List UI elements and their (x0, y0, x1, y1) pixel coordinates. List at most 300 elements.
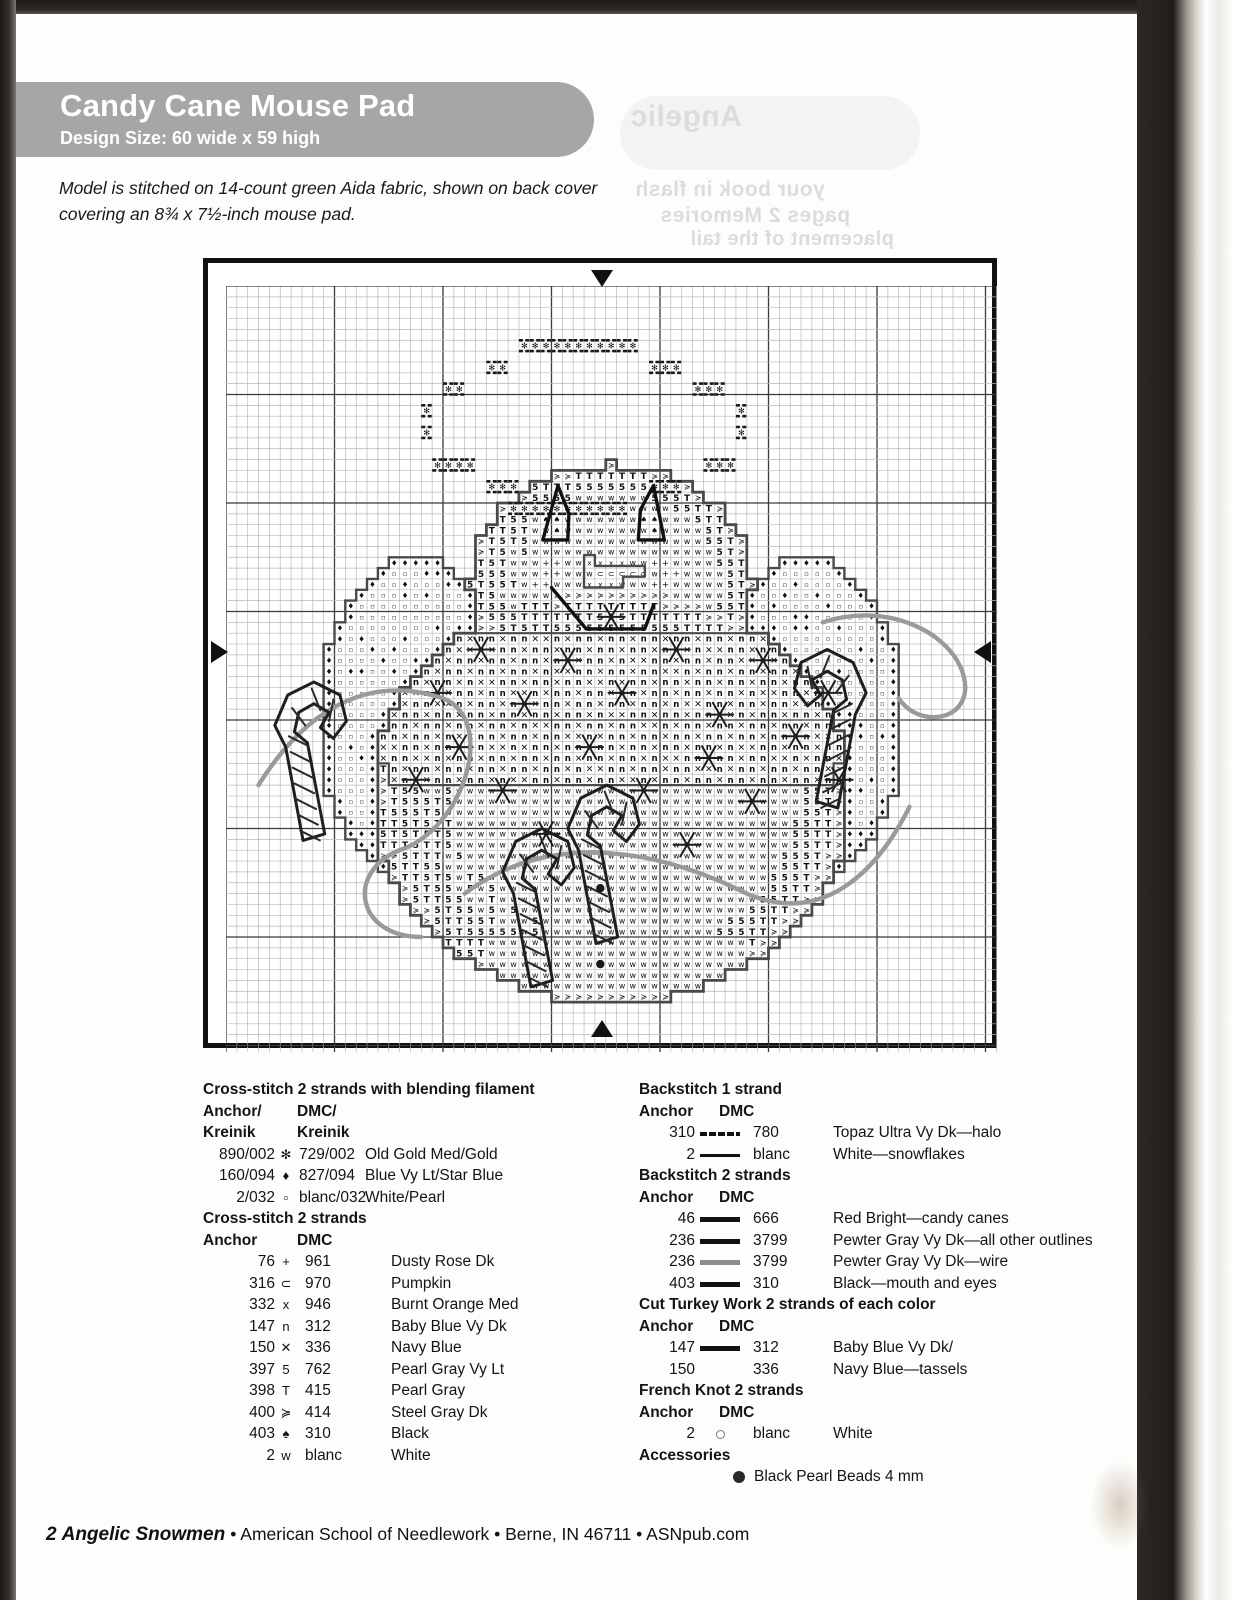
svg-text:♦: ♦ (846, 742, 854, 752)
svg-text:✕: ✕ (531, 720, 540, 732)
svg-text:5: 5 (521, 515, 528, 526)
svg-text:5: 5 (445, 841, 452, 852)
svg-text:▫: ▫ (880, 689, 885, 698)
svg-text:w: w (640, 981, 647, 991)
legend-anchor-value: 403 (249, 1425, 275, 1442)
svg-text:5: 5 (738, 927, 745, 938)
svg-text:✻: ✻ (520, 503, 528, 514)
svg-text:w: w (477, 786, 485, 796)
svg-text:w: w (510, 873, 517, 883)
svg-text:n: n (781, 688, 788, 699)
svg-text:w: w (575, 515, 582, 525)
svg-text:✕: ✕ (455, 644, 464, 656)
svg-text:♦: ♦ (748, 623, 756, 633)
svg-text:n: n (781, 667, 788, 678)
svg-text:≽: ≽ (683, 482, 691, 492)
svg-text:n: n (694, 678, 702, 689)
svg-text:5: 5 (466, 949, 474, 960)
svg-text:w: w (532, 873, 539, 883)
svg-text:♦: ♦ (325, 721, 333, 731)
svg-text:n: n (727, 688, 734, 699)
svg-text:≽: ≽ (781, 927, 789, 937)
svg-text:♦: ♦ (369, 797, 376, 807)
svg-text:w: w (694, 569, 702, 579)
svg-text:✕: ✕ (759, 688, 767, 700)
svg-text:♦: ♦ (770, 634, 778, 644)
svg-text:✕: ✕ (770, 688, 778, 700)
svg-text:w: w (607, 536, 615, 546)
svg-text:T: T (542, 613, 550, 624)
svg-text:▫: ▫ (869, 786, 874, 795)
legend-line-symbol (695, 1230, 745, 1252)
svg-text:✕: ✕ (726, 633, 735, 645)
svg-text:w: w (607, 818, 615, 828)
legend-color-name: Baby Blue Vy Dk (391, 1317, 507, 1335)
svg-text:w: w (716, 786, 723, 796)
svg-text:▫: ▫ (359, 743, 364, 752)
svg-text:5: 5 (510, 927, 517, 938)
svg-text:w: w (662, 786, 669, 796)
svg-text:✕: ✕ (704, 753, 713, 765)
svg-text:w: w (553, 547, 561, 557)
svg-text:♦: ♦ (803, 623, 810, 633)
legend-anchor-value: 332 (249, 1296, 275, 1313)
svg-text:▫: ▫ (771, 613, 777, 622)
svg-text:w: w (575, 905, 582, 915)
svg-text:▫: ▫ (381, 645, 386, 654)
svg-text:n: n (456, 656, 463, 667)
svg-text:✕: ✕ (780, 774, 789, 786)
svg-text:n: n (640, 634, 647, 645)
svg-text:w: w (597, 970, 604, 980)
svg-text:▫: ▫ (337, 700, 343, 709)
svg-text:✻: ✻ (434, 459, 442, 470)
svg-text:✻: ✻ (618, 503, 626, 514)
svg-text:w: w (564, 862, 571, 872)
svg-text:w: w (553, 873, 561, 883)
svg-text:♦: ♦ (857, 731, 865, 741)
svg-text:▫: ▫ (771, 591, 777, 600)
svg-text:n: n (477, 699, 485, 710)
svg-text:w: w (683, 959, 691, 969)
svg-text:w: w (749, 829, 756, 839)
svg-text:w: w (618, 536, 626, 546)
legend-dmc-value: 762 (305, 1360, 331, 1378)
svg-text:♦: ♦ (857, 840, 865, 850)
svg-text:n: n (532, 754, 539, 765)
svg-text:T: T (586, 613, 593, 624)
svg-text:w: w (694, 905, 702, 915)
svg-text:T: T (825, 830, 832, 841)
svg-text:✻: ✻ (444, 459, 452, 470)
svg-text:✕: ✕ (444, 655, 453, 667)
svg-text:n: n (401, 743, 409, 754)
svg-text:T: T (629, 602, 636, 613)
title-banner-text (60, 88, 600, 150)
svg-text:n: n (597, 656, 604, 667)
svg-text:w: w (792, 786, 799, 796)
svg-text:w: w (521, 558, 528, 568)
svg-text:✻: ✻ (618, 340, 626, 351)
svg-text:▫: ▫ (413, 635, 419, 643)
svg-text:✕: ✕ (422, 742, 431, 754)
svg-text:♦: ♦ (889, 786, 897, 796)
svg-text:T: T (825, 819, 832, 830)
svg-text:✕: ✕ (542, 655, 550, 667)
svg-text:n: n (488, 754, 495, 765)
legend-color-name: Pumpkin (391, 1274, 452, 1292)
svg-text:w: w (694, 536, 702, 546)
svg-text:w: w (749, 862, 756, 872)
svg-text:♦: ♦ (889, 764, 897, 774)
svg-text:n: n (488, 688, 495, 699)
svg-text:w: w (705, 949, 713, 959)
svg-text:w: w (629, 840, 637, 850)
svg-text:n: n (597, 775, 604, 786)
svg-text:T: T (575, 472, 582, 483)
svg-text:w: w (532, 894, 539, 904)
svg-text:n: n (618, 699, 626, 710)
legend-symbol: ✕ (280, 1340, 292, 1355)
legend-color-name: Pearl Gray (391, 1382, 466, 1399)
svg-text:w: w (553, 949, 561, 959)
svg-text:n: n (434, 688, 441, 699)
legend-anchor-value: 147 (249, 1317, 275, 1335)
svg-text:T: T (423, 808, 430, 819)
svg-text:w: w (673, 851, 680, 861)
svg-text:T: T (586, 472, 593, 483)
svg-text:w: w (564, 797, 571, 807)
svg-text:n: n (597, 645, 604, 656)
svg-text:w: w (629, 851, 637, 861)
legend-dmc-value: 336 (305, 1339, 331, 1356)
svg-text:✕: ✕ (498, 764, 507, 776)
svg-text:♦: ♦ (434, 645, 441, 655)
svg-text:5: 5 (466, 906, 474, 917)
svg-text:✻: ✻ (423, 427, 431, 438)
legend-row (639, 1423, 1109, 1445)
svg-text:w: w (586, 569, 593, 579)
svg-text:5: 5 (445, 786, 452, 797)
svg-text:♦: ♦ (466, 601, 474, 611)
svg-text:w: w (586, 894, 593, 904)
svg-text:5: 5 (445, 927, 452, 938)
svg-text:w: w (564, 547, 571, 557)
svg-text:w: w (673, 808, 680, 818)
svg-text:♦: ♦ (868, 818, 875, 828)
svg-text:T: T (564, 482, 571, 493)
svg-text:▫: ▫ (413, 580, 419, 589)
svg-text:♦: ♦ (835, 710, 843, 720)
svg-text:n: n (434, 656, 441, 667)
svg-text:✻: ✻ (423, 405, 431, 416)
svg-text:✕: ✕ (390, 774, 399, 786)
svg-text:▫: ▫ (869, 635, 874, 643)
svg-text:5: 5 (716, 548, 723, 559)
svg-text:≽: ≽ (390, 851, 398, 861)
svg-text:w: w (607, 851, 615, 861)
svg-text:♦: ♦ (390, 688, 398, 698)
svg-text:n: n (770, 743, 777, 754)
svg-text:w: w (618, 786, 626, 796)
show-through-banner-ghost (620, 96, 920, 170)
svg-text:5: 5 (803, 851, 810, 862)
svg-text:♦: ♦ (857, 721, 865, 731)
svg-text:✕: ✕ (487, 709, 496, 721)
svg-text:w: w (629, 829, 637, 839)
svg-text:w: w (553, 981, 561, 991)
svg-text:5: 5 (640, 624, 647, 635)
svg-text:n: n (716, 732, 723, 743)
svg-text:♦: ♦ (857, 590, 865, 600)
svg-text:w: w (532, 808, 539, 818)
legend-anchor-value: 316 (249, 1274, 275, 1292)
svg-text:⊂: ⊂ (629, 568, 637, 579)
svg-text:w: w (749, 808, 756, 818)
svg-text:▫: ▫ (435, 591, 440, 600)
svg-text:≽: ≽ (379, 851, 387, 861)
svg-text:✕: ✕ (704, 644, 713, 656)
svg-text:5: 5 (662, 624, 669, 635)
svg-text:w: w (683, 818, 691, 828)
svg-text:♦: ♦ (792, 612, 799, 622)
svg-text:✻: ✻ (661, 481, 669, 492)
svg-text:n: n (477, 667, 485, 678)
svg-text:≽: ≽ (553, 992, 561, 1002)
legend-symbol: ⊂ (280, 1275, 292, 1291)
svg-text:▫: ▫ (825, 613, 831, 622)
svg-text:n: n (749, 732, 756, 743)
svg-text:w: w (575, 786, 582, 796)
svg-text:n: n (673, 732, 680, 743)
svg-text:n: n (651, 667, 658, 678)
svg-text:w: w (673, 840, 680, 850)
svg-text:≽: ≽ (564, 591, 572, 601)
svg-text:w: w (749, 840, 756, 850)
svg-text:T: T (684, 613, 691, 624)
svg-text:w: w (770, 818, 778, 828)
page-footer (46, 1524, 1046, 1546)
svg-text:w: w (694, 797, 702, 807)
svg-text:✕: ✕ (639, 753, 648, 765)
svg-text:▫: ▫ (858, 678, 863, 687)
svg-text:w: w (673, 949, 680, 959)
svg-text:▫: ▫ (359, 602, 364, 611)
svg-text:w: w (607, 547, 615, 557)
svg-text:n: n (564, 743, 571, 754)
svg-text:▫: ▫ (391, 624, 397, 633)
svg-text:w: w (694, 829, 702, 839)
svg-text:▫: ▫ (413, 624, 419, 633)
svg-text:♦: ♦ (879, 797, 886, 807)
svg-text:♦: ♦ (455, 580, 463, 590)
svg-text:✕: ✕ (531, 699, 540, 711)
svg-text:n: n (597, 721, 604, 732)
svg-text:w: w (727, 851, 734, 861)
svg-text:n: n (618, 721, 626, 732)
svg-text:✕: ✕ (585, 677, 594, 689)
svg-text:n: n (488, 656, 495, 667)
svg-text:w: w (521, 959, 528, 969)
svg-text:w: w (532, 558, 539, 568)
legend-dmc-value: blanc (305, 1446, 343, 1464)
svg-text:w: w (716, 949, 723, 959)
svg-text:✕: ✕ (759, 764, 767, 776)
svg-text:n: n (781, 699, 788, 710)
svg-text:≽: ≽ (835, 829, 843, 839)
svg-text:T: T (521, 613, 528, 624)
svg-text:w: w (445, 808, 452, 818)
svg-text:n: n (749, 688, 756, 699)
svg-text:♦: ♦ (412, 558, 420, 568)
svg-text:T: T (380, 765, 387, 776)
svg-text:▫: ▫ (815, 580, 820, 589)
svg-text:5: 5 (499, 537, 506, 548)
svg-text:w: w (564, 525, 571, 535)
svg-text:✕: ✕ (737, 753, 746, 765)
svg-text:w: w (673, 883, 680, 893)
svg-text:≽: ≽ (738, 536, 745, 546)
svg-text:▫: ▫ (424, 624, 429, 633)
svg-text:≽: ≽ (738, 547, 745, 557)
svg-text:▫: ▫ (847, 667, 853, 676)
svg-text:w: w (575, 536, 582, 546)
svg-text:5: 5 (391, 862, 398, 873)
svg-text:w: w (510, 840, 517, 850)
svg-text:≽: ≽ (738, 612, 745, 622)
svg-text:▫: ▫ (858, 754, 863, 763)
svg-text:♦: ♦ (781, 645, 789, 655)
svg-text:w: w (727, 818, 734, 828)
svg-text:≽: ≽ (748, 949, 756, 959)
svg-text:n: n (456, 721, 463, 732)
svg-text:w: w (716, 591, 723, 601)
svg-text:w: w (532, 797, 539, 807)
svg-text:≽: ≽ (607, 460, 615, 470)
svg-text:≽: ≽ (781, 916, 789, 926)
svg-text:▫: ▫ (880, 776, 885, 785)
svg-text:T: T (434, 895, 441, 906)
svg-text:▫: ▫ (402, 624, 408, 633)
svg-text:▫: ▫ (435, 580, 440, 589)
svg-text:T: T (434, 819, 441, 830)
legend-knot-headers (639, 1402, 1109, 1424)
svg-text:✻: ✻ (607, 503, 615, 514)
svg-text:n: n (673, 743, 680, 754)
svg-text:n: n (510, 634, 517, 645)
svg-text:w: w (662, 883, 669, 893)
svg-text:≽: ≽ (759, 949, 767, 959)
svg-text:w: w (586, 808, 593, 818)
svg-text:w: w (694, 949, 702, 959)
svg-text:n: n (738, 699, 745, 710)
svg-text:w: w (542, 591, 550, 601)
svg-text:w: w (607, 981, 615, 991)
svg-text:n: n (640, 645, 647, 656)
svg-text:w: w (673, 558, 680, 568)
svg-text:5: 5 (412, 841, 420, 852)
svg-text:5: 5 (618, 613, 626, 624)
svg-text:w: w (673, 981, 680, 991)
svg-text:n: n (835, 732, 843, 743)
svg-text:n: n (445, 732, 452, 743)
legend-blend-headers-line1 (203, 1101, 633, 1123)
svg-text:w: w (607, 949, 615, 959)
svg-text:w: w (553, 818, 561, 828)
svg-text:w: w (521, 829, 528, 839)
svg-text:♦: ♦ (347, 666, 355, 676)
svg-text:n: n (618, 667, 626, 678)
svg-text:≽: ≽ (390, 873, 398, 883)
svg-text:5: 5 (738, 916, 745, 927)
svg-text:n: n (673, 764, 680, 775)
svg-text:5: 5 (488, 613, 495, 624)
svg-text:w: w (488, 808, 496, 818)
svg-text:w: w (607, 515, 615, 525)
svg-text:✕: ✕ (477, 688, 485, 700)
svg-text:w: w (575, 797, 582, 807)
legend-row (203, 1165, 633, 1187)
legend-frenchknot-rows (639, 1423, 1109, 1445)
svg-text:w: w (694, 883, 702, 893)
svg-text:w: w (532, 949, 539, 959)
svg-text:w: w (662, 927, 669, 937)
svg-text:w: w (738, 873, 745, 883)
svg-text:T: T (412, 873, 419, 884)
svg-text:♦: ♦ (792, 655, 799, 665)
svg-text:♦: ♦ (835, 862, 843, 872)
svg-text:w: w (466, 862, 474, 872)
svg-text:✕: ✕ (694, 666, 702, 678)
svg-text:✕: ✕ (770, 655, 778, 667)
svg-text:✕: ✕ (802, 699, 811, 711)
svg-text:▫: ▫ (825, 667, 831, 676)
svg-text:T: T (716, 526, 723, 537)
svg-text:▫: ▫ (815, 656, 820, 665)
svg-text:w: w (445, 851, 452, 861)
svg-text:w: w (694, 927, 702, 937)
svg-text:♦: ♦ (325, 753, 333, 763)
svg-text:w: w (510, 916, 517, 926)
svg-text:w: w (499, 786, 506, 796)
svg-text:w: w (629, 525, 637, 535)
svg-text:✕: ✕ (401, 688, 409, 700)
svg-text:n: n (477, 710, 485, 721)
svg-text:w: w (607, 786, 615, 796)
svg-text:w: w (553, 829, 561, 839)
svg-text:5: 5 (434, 906, 441, 917)
svg-text:n: n (814, 764, 821, 775)
svg-text:♦: ♦ (325, 786, 333, 796)
svg-text:w: w (640, 938, 647, 948)
svg-text:▫: ▫ (370, 678, 375, 687)
svg-text:5: 5 (434, 916, 441, 927)
svg-text:♠: ♠ (542, 515, 550, 525)
svg-text:▫: ▫ (771, 580, 777, 589)
svg-text:w: w (705, 970, 713, 980)
svg-text:✕: ✕ (553, 666, 561, 678)
svg-text:n: n (412, 678, 419, 689)
svg-text:n: n (553, 764, 560, 775)
legend-bs1-dmc-label: DMC (719, 1102, 755, 1120)
svg-text:5: 5 (575, 482, 582, 493)
svg-text:n: n (499, 678, 506, 689)
svg-text:n: n (467, 688, 474, 699)
svg-text:♦: ♦ (379, 710, 387, 720)
svg-text:n: n (553, 721, 560, 732)
svg-text:T: T (391, 797, 398, 808)
svg-text:✕: ✕ (639, 720, 648, 732)
